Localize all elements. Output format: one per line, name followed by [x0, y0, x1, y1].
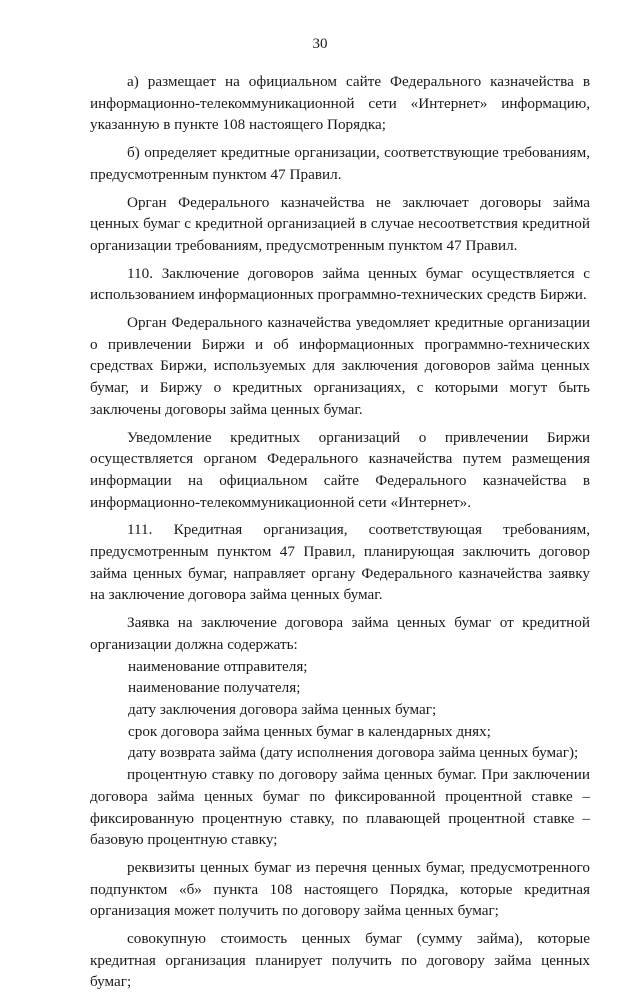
list-item: срок договора займа ценных бумаг в календарных днях; [128, 722, 491, 740]
paragraph-item-b: б) определяет кредитные организации, соответствующие требованиям, предусмотренным пунктом 47 Правил. [90, 144, 590, 183]
application-fields-list [90, 656, 590, 765]
page-number: 30 [312, 36, 328, 52]
paragraph-item-a: а) размещает на официальном сайте Федерального казначейства в информационно-телекоммуникационной сети «Интернет» информацию, указанную в пункте 108 настоящего Порядка; [90, 73, 590, 134]
paragraph-110: 110. Заключение договоров займа ценных бумаг осуществляется с использованием информационных программно-технических средств Биржи. [90, 264, 590, 304]
list-item: наименование отправителя; [128, 657, 308, 675]
paragraph-no-contract: Орган Федерального казначейства не заключает договоры займа ценных бумаг с кредитной организацией в случае несоответствия кредитной организации требованиям, предусмотренным пунктом 47 Правил. [90, 193, 590, 254]
list-item: дату возврата займа (дату исполнения договора займа ценных бумаг); [128, 744, 579, 762]
document-body [90, 71, 590, 993]
paragraph-application-contents: Заявка на заключение договора займа ценных бумаг от кредитной организации должна содержать: [90, 614, 590, 653]
list-item: дату заключения договора займа ценных бумаг; [128, 700, 437, 718]
paragraph-interest-rate: процентную ставку по договору займа ценных бумаг. При заключении договора займа ценных бумаг по фиксированной процентной ставке – фиксированную процентную ставку, по плавающей процентной ставке – базовую процентную ставку; [90, 766, 590, 849]
list-item: наименование получателя; [128, 679, 301, 697]
paragraph-notification-method: Уведомление кредитных организаций о привлечении Биржи осуществляется органом Федерального казначейства путем размещения информации на официальном сайте Федерального казначейства в информационно-телекоммуникационной сети «Интернет». [90, 428, 590, 511]
paragraph-total-value: совокупную стоимость ценных бумаг (сумму займа), которые кредитная организация планирует получить по договору займа ценных бумаг; [90, 930, 590, 991]
paragraph-notification: Орган Федерального казначейства уведомляет кредитные организации о привлечении Биржи и об информационных программно-технических средствах Биржи, используемых для заключения договоров займа ценных бумаг, и Биржу о кредитных организациях, с которыми могут быть заключены договоры займа ценных бумаг. [90, 314, 590, 418]
paragraph-securities-details: реквизиты ценных бумаг из перечня ценных бумаг, предусмотренного подпунктом «б» пункта 108 настоящего Порядка, которые кредитная организация может получить по договору займа ценных бумаг; [90, 858, 590, 920]
paragraph-111: 111. Кредитная организация, соответствующая требованиям, предусмотренным пунктом 47 Правил, планирующая заключить договор займа ценных бумаг, направляет органу Федерального казначейства заявку на заключение договора займа ценных бумаг. [90, 521, 590, 604]
